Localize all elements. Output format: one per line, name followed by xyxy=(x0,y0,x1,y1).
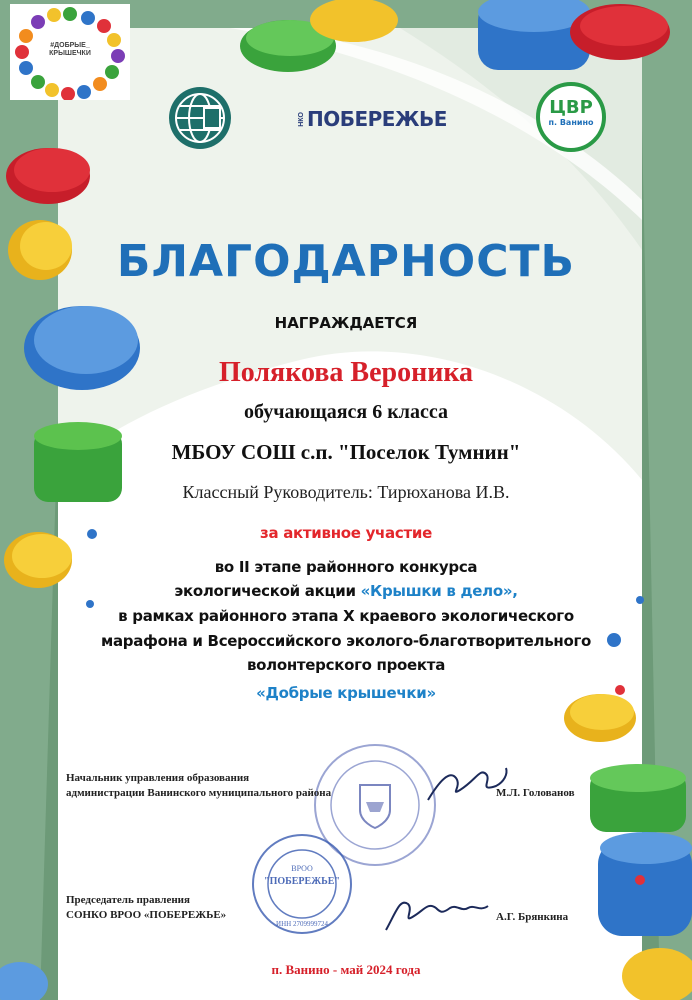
cap-red-left xyxy=(6,148,90,204)
logo-hashtag-text: #ДОБРЫЕ_ КРЫШЕЧКИ xyxy=(49,42,91,57)
dobrye-kryshechki-logo xyxy=(10,4,130,100)
cap-green-right xyxy=(590,764,686,832)
stamp-org-label: ВРОО xyxy=(291,864,313,873)
first-signer-name: М.Л. Голованов xyxy=(496,787,575,799)
recipient-name: Полякова Вероника xyxy=(218,357,474,388)
globe-icon xyxy=(168,86,232,150)
reason-line-6: волонтерского проекта xyxy=(246,656,446,674)
logo-poberezhye-text: ПОБЕРЕЖЬЕ xyxy=(307,107,447,131)
second-signer-name: А.Г. Брянкина xyxy=(496,911,569,923)
second-signer-position xyxy=(66,893,226,923)
second-signer-position-line-2: СОНКО ВРОО «ПОБЕРЕЖЬЕ» xyxy=(66,909,227,921)
cap-red-top xyxy=(570,4,670,60)
second-signer-position-line-1: Председатель правления xyxy=(66,894,190,906)
cap-blue-right xyxy=(598,832,692,936)
project-name: «Добрые крышечки» xyxy=(256,684,436,702)
first-signer-position-line-2: администрации Ванинского муниципального района xyxy=(66,787,332,799)
education-globe-logo xyxy=(168,86,232,150)
campaign-name: «Крышки в дело», xyxy=(360,582,518,600)
reason-line-3 xyxy=(0,582,692,600)
second-signature-scribble xyxy=(380,890,500,936)
stamp-org-name: "ПОБЕРЕЖЬЕ" xyxy=(264,876,340,887)
school-name: МБОУ СОШ с.п. "Поселок Тумнин" xyxy=(171,440,521,464)
reason-line-1: за активное участие xyxy=(260,524,432,542)
class-teacher: Классный Руководитель: Тирюханова И.В. xyxy=(182,482,510,502)
first-signer-position-line-1: Начальник управления образования xyxy=(66,772,250,784)
cvr-logo-subtext: п. Ванино xyxy=(548,118,594,127)
cvr-logo xyxy=(536,82,606,152)
cvr-logo-text: ЦВР xyxy=(549,97,593,118)
place-and-date: п. Ванино - май 2024 года xyxy=(271,962,421,977)
first-signer-position xyxy=(66,771,331,801)
poberezhye-logo xyxy=(298,104,447,134)
reason-line-5: марафона и Всероссийского эколого-благотворительного xyxy=(100,632,591,650)
reason-line-4: в рамках районного этапа Х краевого экологического xyxy=(118,607,574,625)
certificate-title: БЛАГОДАРНОСТЬ xyxy=(116,236,576,287)
stamp-inn: ИНН 2709999724 xyxy=(276,920,328,928)
logo-nko-prefix: НКО xyxy=(298,111,305,127)
cap-yellow-top xyxy=(310,0,398,42)
reason-line-2: во II этапе районного конкурса xyxy=(214,558,478,576)
award-label: НАГРАЖДАЕТСЯ xyxy=(274,314,418,332)
reason-line-3-prefix: экологической акции xyxy=(174,582,361,600)
student-grade: обучающаяся 6 класса xyxy=(244,401,448,423)
